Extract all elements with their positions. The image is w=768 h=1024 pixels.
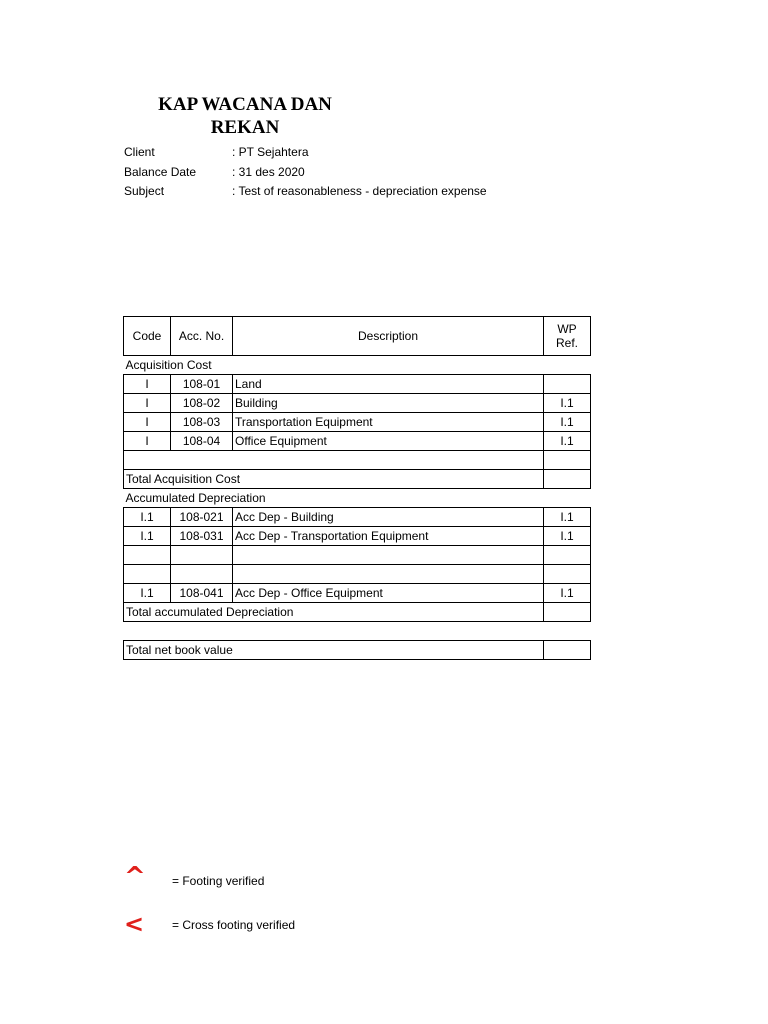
- cell-wp-ref: I.1: [544, 432, 591, 451]
- cell-acc-no: [171, 546, 233, 565]
- table-row: [124, 546, 591, 565]
- cell-description: Office Equipment: [233, 432, 544, 451]
- client-label: Client: [124, 145, 155, 159]
- cell-acc-no: 108-04: [171, 432, 233, 451]
- accumulated-depreciation-heading: Accumulated Depreciation: [125, 491, 266, 505]
- total-net-book-value-ref: [544, 641, 591, 660]
- table-row: [124, 432, 591, 451]
- cell-acc-no: 108-021: [171, 508, 233, 527]
- cross-footing-verified-text: = Cross footing verified: [172, 918, 296, 932]
- total-net-book-value-row: [124, 641, 591, 660]
- blank-cell: [124, 451, 544, 470]
- footing-caret-symbol: ^: [124, 862, 146, 892]
- spacer-row: [124, 622, 591, 641]
- cell-wp-ref: [544, 546, 591, 565]
- total-net-book-value-label: Total net book value: [124, 641, 544, 660]
- cell-code: I.1: [124, 508, 171, 527]
- client-value: : PT Sejahtera: [232, 145, 309, 159]
- total-accumulated-ref: [544, 603, 591, 622]
- cell-description: Building: [233, 394, 544, 413]
- blank-row: [124, 451, 591, 470]
- cell-description: Transportation Equipment: [233, 413, 544, 432]
- cross-footing-symbol: <: [124, 910, 145, 938]
- cell-acc-no: [171, 565, 233, 584]
- cell-code: [124, 565, 171, 584]
- cell-code: I: [124, 394, 171, 413]
- cell-wp-ref: I.1: [544, 413, 591, 432]
- cell-code: I.1: [124, 527, 171, 546]
- cell-description: Acc Dep - Transportation Equipment: [233, 527, 544, 546]
- cell-description: Acc Dep - Office Equipment: [233, 584, 544, 603]
- table-row: [124, 527, 591, 546]
- cell-acc-no: 108-041: [171, 584, 233, 603]
- total-acquisition-row: [124, 470, 591, 489]
- total-accumulated-row: [124, 603, 591, 622]
- firm-name-title: KAP WACANA DAN REKAN: [158, 94, 332, 138]
- cell-description: [233, 546, 544, 565]
- table-row: [124, 375, 591, 394]
- cell-wp-ref: [544, 375, 591, 394]
- working-paper-table: [123, 316, 591, 660]
- cell-acc-no: 108-02: [171, 394, 233, 413]
- table-row: [124, 394, 591, 413]
- blank-cell: [544, 451, 591, 470]
- cell-code: [124, 546, 171, 565]
- cell-description: Acc Dep - Building: [233, 508, 544, 527]
- cell-description: Land: [233, 375, 544, 394]
- column-header-description: Description: [233, 317, 544, 356]
- cell-code: I.1: [124, 584, 171, 603]
- column-header-wp-ref: [544, 317, 591, 356]
- footing-verified-text: = Footing verified: [172, 874, 265, 888]
- table-header-row: [124, 317, 591, 356]
- total-acquisition-ref: [544, 470, 591, 489]
- acquisition-cost-heading: Acquisition Cost: [125, 358, 212, 372]
- cell-acc-no: 108-03: [171, 413, 233, 432]
- subject-value: : Test of reasonableness - depreciation expense: [232, 184, 487, 198]
- cell-wp-ref: I.1: [544, 508, 591, 527]
- table-row: [124, 584, 591, 603]
- section-row-acquisition: [124, 356, 591, 375]
- balance-date-value: : 31 des 2020: [232, 165, 305, 179]
- cell-wp-ref: [544, 565, 591, 584]
- table-row: [124, 565, 591, 584]
- total-accumulated-label: Total accumulated Depreciation: [124, 603, 544, 622]
- table-row: [124, 413, 591, 432]
- section-row-accumulated: [124, 489, 591, 508]
- cell-wp-ref: I.1: [544, 584, 591, 603]
- cell-code: I: [124, 413, 171, 432]
- balance-date-label: Balance Date: [124, 165, 197, 179]
- cell-acc-no: 108-031: [171, 527, 233, 546]
- cell-wp-ref: I.1: [544, 394, 591, 413]
- cell-wp-ref: I.1: [544, 527, 591, 546]
- cell-acc-no: 108-01: [171, 375, 233, 394]
- column-header-wp-ref-label: WP Ref.: [555, 322, 578, 350]
- cell-description: [233, 565, 544, 584]
- spacer-cell: [124, 622, 591, 641]
- column-header-acc-no: Acc. No.: [171, 317, 233, 356]
- total-acquisition-label: Total Acquisition Cost: [124, 470, 544, 489]
- table-row: [124, 508, 591, 527]
- subject-label: Subject: [124, 184, 165, 198]
- column-header-code: Code: [124, 317, 171, 356]
- cell-code: I: [124, 375, 171, 394]
- cell-code: I: [124, 432, 171, 451]
